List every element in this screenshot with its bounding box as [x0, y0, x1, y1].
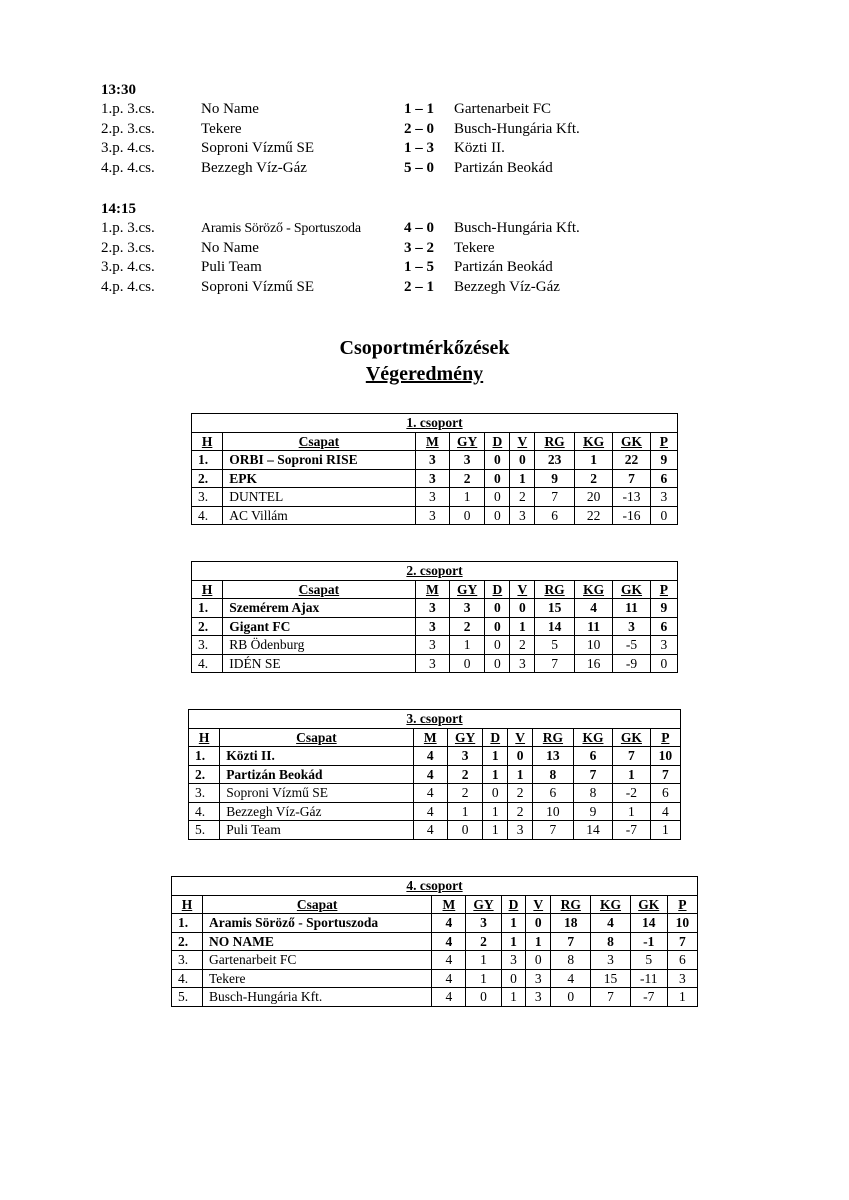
- table-header-row: [189, 728, 681, 747]
- stat-cell-p: 3: [667, 969, 697, 988]
- team-name: Gartenarbeit FC: [202, 951, 431, 970]
- match-away-team: Partizán Beokád: [454, 259, 553, 275]
- match-home-team: Soproni Vízmű SE: [201, 278, 315, 295]
- stat-cell-kg: 10: [574, 636, 612, 655]
- match-score: 1 – 1: [404, 101, 434, 117]
- stat-cell-m: 4: [432, 951, 466, 970]
- stat-cell-p: 10: [667, 914, 697, 933]
- stat-cell-p: 9: [650, 451, 677, 470]
- stat-cell-d: 1: [501, 988, 526, 1007]
- team-name: Szemérem Ajax: [223, 599, 415, 618]
- standings-headings: [0, 335, 849, 387]
- group-title: 2. csoport: [192, 562, 678, 581]
- stat-cell-rg: 7: [551, 932, 591, 951]
- stat-cell-gk: -9: [613, 654, 650, 673]
- team-name: EPK: [223, 469, 415, 488]
- match-away-team: Busch-Hungária Kft.: [454, 220, 580, 236]
- stat-cell-m: 3: [415, 599, 449, 618]
- stat-cell-v: 1: [508, 765, 533, 784]
- column-header: KG: [591, 895, 630, 914]
- stat-cell-gk: 7: [613, 469, 650, 488]
- stat-cell-gk: -2: [613, 784, 650, 803]
- match-away-team: Közti II.: [454, 140, 505, 156]
- match-score: 5 – 0: [404, 159, 434, 176]
- stat-cell-kg: 7: [591, 988, 630, 1007]
- column-header: Csapat: [223, 580, 415, 599]
- stat-cell-gk: 11: [613, 599, 650, 618]
- table-row: [172, 932, 698, 951]
- team-name: Bezzegh Víz-Gáz: [220, 802, 413, 821]
- stat-cell-gy: 0: [466, 988, 501, 1007]
- stat-cell-kg: 8: [591, 932, 630, 951]
- column-header: GK: [613, 580, 650, 599]
- match-home-team: No Name: [201, 101, 259, 117]
- stat-cell-m: 4: [413, 765, 447, 784]
- team-name: NO NAME: [202, 932, 431, 951]
- column-header: P: [650, 728, 680, 747]
- stat-cell-rg: 23: [535, 451, 575, 470]
- stat-cell-v: 1: [510, 617, 535, 636]
- match-pitch: 1.p. 3.cs.: [101, 101, 155, 117]
- stat-cell-gy: 0: [450, 654, 485, 673]
- stat-cell-m: 3: [415, 469, 449, 488]
- stat-cell-gk: 5: [630, 951, 667, 970]
- stat-cell-m: 3: [415, 654, 449, 673]
- stat-cell-m: 4: [413, 821, 447, 840]
- stat-cell-m: 3: [415, 506, 449, 525]
- match-pitch: 3.p. 4.cs.: [101, 140, 155, 156]
- stat-cell-v: 3: [510, 506, 535, 525]
- stat-cell-rg: 15: [535, 599, 575, 618]
- stat-cell-v: 0: [508, 747, 533, 766]
- match-home-team: Bezzegh Víz-Gáz: [201, 159, 307, 176]
- team-name: DUNTEL: [223, 488, 415, 507]
- stat-cell-p: 7: [650, 765, 680, 784]
- column-header: M: [415, 432, 449, 451]
- column-header: GY: [447, 728, 482, 747]
- stat-cell-p: 6: [650, 784, 680, 803]
- stat-cell-rg: 7: [533, 821, 574, 840]
- column-header: H: [189, 728, 220, 747]
- match-row: [101, 139, 661, 159]
- stat-cell-gy: 2: [450, 617, 485, 636]
- stat-cell-gy: 0: [447, 821, 482, 840]
- stat-cell-d: 0: [485, 488, 510, 507]
- group-table-3: [188, 709, 681, 840]
- column-header: H: [192, 432, 223, 451]
- match-row: [101, 100, 661, 120]
- team-name: RB Ödenburg: [223, 636, 415, 655]
- stat-cell-p: 6: [667, 951, 697, 970]
- column-header: GK: [630, 895, 667, 914]
- rank-cell: 1.: [189, 747, 220, 766]
- stat-cell-m: 4: [413, 747, 447, 766]
- stat-cell-d: 1: [501, 914, 526, 933]
- stat-cell-v: 2: [510, 488, 535, 507]
- stat-cell-v: 1: [510, 469, 535, 488]
- stat-cell-gy: 3: [450, 599, 485, 618]
- rank-cell: 4.: [172, 969, 203, 988]
- match-away-team: Tekere: [454, 239, 495, 256]
- stat-cell-p: 3: [650, 488, 677, 507]
- stat-cell-p: 3: [650, 636, 677, 655]
- stat-cell-gk: -7: [630, 988, 667, 1007]
- stat-cell-rg: 8: [533, 765, 574, 784]
- table-header-row: [172, 895, 698, 914]
- rank-cell: 1.: [192, 451, 223, 470]
- stat-cell-gy: 1: [466, 969, 501, 988]
- stat-cell-gk: -13: [613, 488, 650, 507]
- group-table-4: [171, 876, 698, 1007]
- column-header: KG: [574, 580, 612, 599]
- stat-cell-rg: 18: [551, 914, 591, 933]
- table-row: [172, 914, 698, 933]
- stat-cell-m: 4: [413, 784, 447, 803]
- stat-cell-gy: 1: [450, 488, 485, 507]
- match-pitch: 1.p. 3.cs.: [101, 220, 155, 236]
- match-row: [101, 258, 661, 278]
- stat-cell-v: 0: [526, 951, 551, 970]
- stat-cell-p: 10: [650, 747, 680, 766]
- rank-cell: 5.: [172, 988, 203, 1007]
- stat-cell-gy: 0: [450, 506, 485, 525]
- stat-cell-v: 3: [510, 654, 535, 673]
- table-row: [172, 988, 698, 1007]
- rank-cell: 2.: [172, 932, 203, 951]
- stat-cell-kg: 15: [591, 969, 630, 988]
- stat-cell-d: 0: [485, 599, 510, 618]
- schedule-time: 14:15: [101, 201, 136, 217]
- match-pitch: 3.p. 4.cs.: [101, 259, 155, 275]
- stat-cell-v: 2: [508, 784, 533, 803]
- table-row: [172, 951, 698, 970]
- team-name: Tekere: [202, 969, 431, 988]
- stat-cell-m: 3: [415, 617, 449, 636]
- match-score: 2 – 0: [404, 120, 434, 137]
- match-row: [101, 239, 661, 259]
- match-row: [101, 219, 661, 239]
- rank-cell: 2.: [192, 469, 223, 488]
- stat-cell-gy: 2: [447, 765, 482, 784]
- stat-cell-gk: 1: [613, 802, 650, 821]
- stat-cell-gk: 22: [613, 451, 650, 470]
- table-row: [192, 654, 678, 673]
- stat-cell-gk: 7: [613, 747, 650, 766]
- stat-cell-kg: 20: [574, 488, 612, 507]
- team-name: Partizán Beokád: [220, 765, 413, 784]
- column-header: GY: [466, 895, 501, 914]
- stat-cell-d: 1: [501, 932, 526, 951]
- rank-cell: 5.: [189, 821, 220, 840]
- stat-cell-v: 2: [508, 802, 533, 821]
- stat-cell-kg: 14: [573, 821, 613, 840]
- stat-cell-gy: 3: [447, 747, 482, 766]
- stat-cell-d: 0: [485, 636, 510, 655]
- team-name: Közti II.: [220, 747, 413, 766]
- stat-cell-rg: 0: [551, 988, 591, 1007]
- stat-cell-rg: 14: [535, 617, 575, 636]
- stat-cell-d: 0: [485, 469, 510, 488]
- match-pitch: 4.p. 4.cs.: [101, 278, 155, 295]
- team-name: Aramis Söröző - Sportuszoda: [202, 914, 431, 933]
- stat-cell-d: 0: [501, 969, 526, 988]
- team-name: Puli Team: [220, 821, 413, 840]
- column-header: D: [501, 895, 526, 914]
- table-row: [189, 821, 681, 840]
- stat-cell-v: 0: [510, 451, 535, 470]
- stat-cell-gy: 2: [447, 784, 482, 803]
- column-header: GY: [450, 432, 485, 451]
- table-row: [192, 506, 678, 525]
- group-table-1: [191, 413, 678, 525]
- column-header: KG: [574, 432, 612, 451]
- stat-cell-v: 1: [526, 932, 551, 951]
- stat-cell-rg: 7: [535, 654, 575, 673]
- rank-cell: 4.: [189, 802, 220, 821]
- table-row: [192, 488, 678, 507]
- stat-cell-rg: 8: [551, 951, 591, 970]
- match-row: [101, 120, 661, 140]
- column-header: Csapat: [202, 895, 431, 914]
- stat-cell-kg: 1: [574, 451, 612, 470]
- table-row: [192, 451, 678, 470]
- stat-cell-gk: -7: [613, 821, 650, 840]
- stat-cell-m: 4: [432, 969, 466, 988]
- team-name: Soproni Vízmű SE: [220, 784, 413, 803]
- stat-cell-kg: 3: [591, 951, 630, 970]
- stat-cell-d: 1: [483, 821, 508, 840]
- column-header: D: [485, 432, 510, 451]
- rank-cell: 3.: [189, 784, 220, 803]
- table-row: [192, 469, 678, 488]
- team-name: Busch-Hungária Kft.: [202, 988, 431, 1007]
- match-score: 1 – 3: [404, 140, 434, 156]
- team-name: Gigant FC: [223, 617, 415, 636]
- stat-cell-kg: 8: [573, 784, 613, 803]
- stat-cell-d: 0: [485, 617, 510, 636]
- stat-cell-d: 0: [485, 451, 510, 470]
- match-home-team: No Name: [201, 239, 259, 256]
- match-pitch: 4.p. 4.cs.: [101, 159, 155, 176]
- column-header: RG: [535, 432, 575, 451]
- match-score: 1 – 5: [404, 259, 434, 275]
- column-header: V: [508, 728, 533, 747]
- rank-cell: 4.: [192, 506, 223, 525]
- table-row: [192, 617, 678, 636]
- stat-cell-rg: 6: [535, 506, 575, 525]
- match-away-team: Partizán Beokád: [454, 159, 553, 176]
- stat-cell-p: 1: [650, 821, 680, 840]
- stat-cell-m: 3: [415, 451, 449, 470]
- stat-cell-v: 0: [510, 599, 535, 618]
- stat-cell-kg: 4: [591, 914, 630, 933]
- column-header: P: [650, 580, 677, 599]
- schedule-block-1330: [101, 80, 661, 178]
- stat-cell-m: 3: [415, 488, 449, 507]
- match-home-team: Puli Team: [201, 259, 262, 275]
- stat-cell-gk: 14: [630, 914, 667, 933]
- match-pitch: 2.p. 3.cs.: [101, 120, 155, 137]
- table-header-row: [192, 580, 678, 599]
- column-header: H: [172, 895, 203, 914]
- stat-cell-d: 1: [483, 747, 508, 766]
- stat-cell-rg: 5: [535, 636, 575, 655]
- rank-cell: 1.: [192, 599, 223, 618]
- match-away-team: Bezzegh Víz-Gáz: [454, 278, 560, 295]
- table-row: [189, 802, 681, 821]
- stat-cell-gy: 1: [450, 636, 485, 655]
- stat-cell-d: 3: [501, 951, 526, 970]
- stat-cell-gk: -11: [630, 969, 667, 988]
- rank-cell: 1.: [172, 914, 203, 933]
- stat-cell-m: 4: [432, 932, 466, 951]
- stat-cell-kg: 6: [573, 747, 613, 766]
- stat-cell-p: 7: [667, 932, 697, 951]
- stat-cell-d: 0: [483, 784, 508, 803]
- table-row: [192, 599, 678, 618]
- match-score: 4 – 0: [404, 220, 434, 236]
- match-pitch: 2.p. 3.cs.: [101, 239, 155, 256]
- stat-cell-gy: 1: [447, 802, 482, 821]
- stat-cell-rg: 6: [533, 784, 574, 803]
- stat-cell-v: 3: [526, 969, 551, 988]
- rank-cell: 3.: [192, 488, 223, 507]
- stat-cell-m: 3: [415, 636, 449, 655]
- stat-cell-p: 4: [650, 802, 680, 821]
- match-score: 2 – 1: [404, 278, 434, 295]
- match-home-team: Aramis Söröző - Sportuszoda: [201, 221, 361, 236]
- column-header: Csapat: [223, 432, 415, 451]
- column-header: GY: [450, 580, 485, 599]
- column-header: M: [432, 895, 466, 914]
- column-header: V: [510, 432, 535, 451]
- stat-cell-m: 4: [413, 802, 447, 821]
- rank-cell: 3.: [192, 636, 223, 655]
- stat-cell-kg: 2: [574, 469, 612, 488]
- column-header: GK: [613, 432, 650, 451]
- table-header-row: [192, 432, 678, 451]
- table-row: [192, 636, 678, 655]
- stat-cell-p: 1: [667, 988, 697, 1007]
- team-name: ORBI – Soproni RISE: [223, 451, 415, 470]
- stat-cell-d: 1: [483, 765, 508, 784]
- stat-cell-kg: 7: [573, 765, 613, 784]
- stat-cell-gk: -16: [613, 506, 650, 525]
- stat-cell-p: 6: [650, 469, 677, 488]
- column-header: V: [526, 895, 551, 914]
- stat-cell-kg: 22: [574, 506, 612, 525]
- column-header: D: [483, 728, 508, 747]
- stat-cell-p: 6: [650, 617, 677, 636]
- column-header: P: [667, 895, 697, 914]
- column-header: KG: [573, 728, 613, 747]
- stat-cell-gk: -1: [630, 932, 667, 951]
- column-header: M: [413, 728, 447, 747]
- column-header: M: [415, 580, 449, 599]
- stat-cell-gy: 2: [466, 932, 501, 951]
- match-home-team: Soproni Vízmű SE: [201, 140, 315, 156]
- column-header: D: [485, 580, 510, 599]
- stat-cell-v: 3: [508, 821, 533, 840]
- stat-cell-gy: 3: [466, 914, 501, 933]
- stat-cell-d: 0: [485, 506, 510, 525]
- rank-cell: 2.: [192, 617, 223, 636]
- match-away-team: Gartenarbeit FC: [454, 101, 552, 117]
- stat-cell-gy: 1: [466, 951, 501, 970]
- stat-cell-p: 9: [650, 599, 677, 618]
- table-row: [189, 765, 681, 784]
- table-row: [172, 969, 698, 988]
- schedule-time: 13:30: [101, 82, 136, 98]
- match-row: [101, 159, 661, 179]
- column-header: RG: [533, 728, 574, 747]
- stat-cell-rg: 7: [535, 488, 575, 507]
- column-header: GK: [613, 728, 650, 747]
- stat-cell-kg: 16: [574, 654, 612, 673]
- stat-cell-v: 3: [526, 988, 551, 1007]
- match-row: [101, 278, 661, 298]
- match-score: 3 – 2: [404, 239, 434, 256]
- table-row: [189, 747, 681, 766]
- stat-cell-d: 1: [483, 802, 508, 821]
- team-name: AC Villám: [223, 506, 415, 525]
- group-title: 4. csoport: [172, 877, 698, 896]
- stat-cell-d: 0: [485, 654, 510, 673]
- column-header: Csapat: [220, 728, 413, 747]
- stat-cell-v: 2: [510, 636, 535, 655]
- column-header: P: [650, 432, 677, 451]
- page-subtitle: Végeredmény: [365, 363, 484, 385]
- table-row: [189, 784, 681, 803]
- group-title: 3. csoport: [189, 710, 681, 729]
- group-table-2: [191, 561, 678, 673]
- stat-cell-gy: 3: [450, 451, 485, 470]
- rank-cell: 3.: [172, 951, 203, 970]
- rank-cell: 2.: [189, 765, 220, 784]
- stat-cell-p: 0: [650, 506, 677, 525]
- stat-cell-gk: 1: [613, 765, 650, 784]
- page-title: Csoportmérkőzések: [339, 337, 510, 359]
- stat-cell-kg: 4: [574, 599, 612, 618]
- team-name: IDÉN SE: [223, 654, 415, 673]
- stat-cell-p: 0: [650, 654, 677, 673]
- stat-cell-rg: 10: [533, 802, 574, 821]
- stat-cell-rg: 9: [535, 469, 575, 488]
- stat-cell-kg: 11: [574, 617, 612, 636]
- group-title: 1. csoport: [192, 414, 678, 433]
- stat-cell-kg: 9: [573, 802, 613, 821]
- stat-cell-rg: 4: [551, 969, 591, 988]
- stat-cell-gk: -5: [613, 636, 650, 655]
- match-home-team: Tekere: [201, 120, 242, 137]
- stat-cell-m: 4: [432, 914, 466, 933]
- rank-cell: 4.: [192, 654, 223, 673]
- schedule-block-1415: [101, 199, 661, 297]
- stat-cell-m: 4: [432, 988, 466, 1007]
- stat-cell-v: 0: [526, 914, 551, 933]
- match-away-team: Busch-Hungária Kft.: [454, 120, 580, 137]
- stat-cell-gy: 2: [450, 469, 485, 488]
- stat-cell-rg: 13: [533, 747, 574, 766]
- column-header: RG: [551, 895, 591, 914]
- column-header: V: [510, 580, 535, 599]
- stat-cell-gk: 3: [613, 617, 650, 636]
- column-header: H: [192, 580, 223, 599]
- column-header: RG: [535, 580, 575, 599]
